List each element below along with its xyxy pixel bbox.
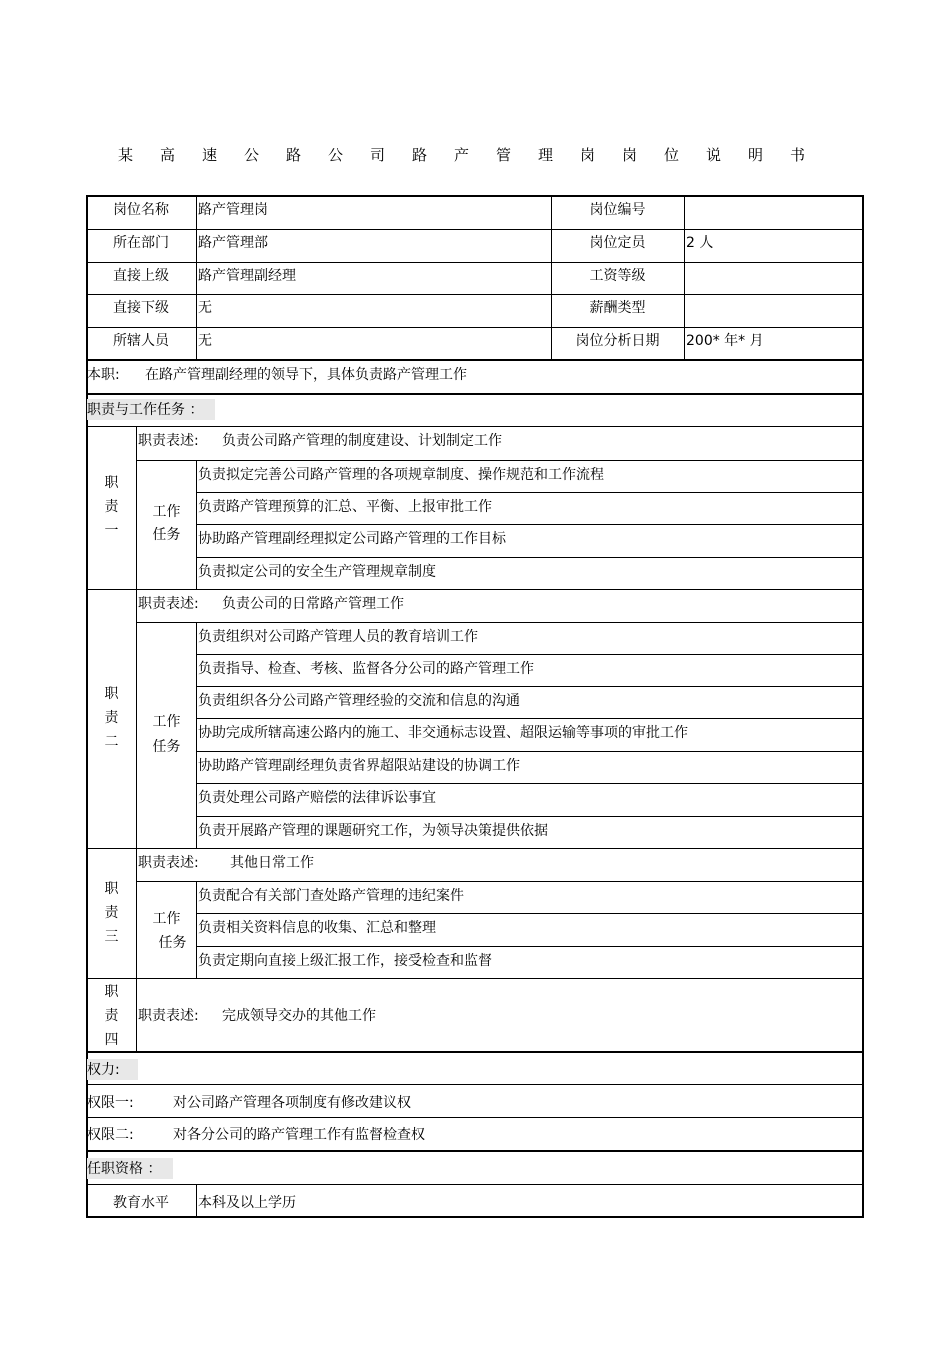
duty-2-task-item: 负责处理公司路产赔偿的法律诉讼事宜 — [198, 790, 436, 806]
table-rule — [136, 622, 864, 623]
table-rule — [86, 589, 864, 590]
info-label-position_name: 岗位名称 — [113, 202, 169, 218]
duty-1-task-label: 工作 — [152, 504, 181, 520]
duty-2-name-char: 责 — [104, 710, 119, 726]
duty-1-name-char: 责 — [104, 499, 119, 515]
duty-3-task-label: 任务 — [158, 935, 187, 951]
table-rule — [551, 196, 552, 359]
info-value-superior: 路产管理副经理 — [198, 268, 296, 284]
table-rule — [136, 426, 137, 589]
table-rule — [86, 1150, 864, 1152]
table-rule — [86, 1216, 864, 1218]
table-rule — [196, 622, 197, 848]
info-value-analysis_date: 200* 年* 月 — [686, 333, 764, 349]
duty-2-task-item: 协助路产管理副经理负责省界超限站建设的协调工作 — [198, 758, 520, 774]
info-value-position_name: 路产管理岗 — [198, 202, 268, 218]
table-rule — [86, 1117, 864, 1118]
duty-3-name-char: 责 — [104, 905, 119, 921]
table-rule — [196, 946, 864, 947]
authority-1-text: 对公司路产管理各项制度有修改建议权 — [173, 1095, 411, 1111]
table-rule — [86, 359, 864, 361]
authority-heading: 权力: — [87, 1062, 120, 1078]
table-rule — [136, 460, 864, 461]
authority-1-label: 权限一: — [87, 1095, 134, 1111]
document-title: 某高速公路公司路产管理岗岗位说明书 — [117, 146, 832, 164]
authority-2-label: 权限二: — [87, 1127, 134, 1143]
duty-3-desc-label: 职责表述: — [138, 855, 199, 871]
info-label-wage_grade: 工资等级 — [589, 268, 646, 284]
table-rule — [196, 654, 864, 655]
table-rule — [196, 816, 864, 817]
table-rule — [196, 1184, 197, 1217]
education-label: 教育水平 — [113, 1195, 169, 1211]
table-rule — [196, 524, 864, 525]
table-rule — [86, 978, 864, 979]
table-rule — [136, 589, 137, 848]
duty-1-task-item: 负责拟定完善公司路产管理的各项规章制度、操作规范和工作流程 — [198, 467, 604, 483]
duty-2-task-item: 负责指导、检查、考核、监督各分公司的路产管理工作 — [198, 661, 534, 677]
info-value-headcount: 2 人 — [686, 235, 714, 251]
duty-2-desc: 负责公司的日常路产管理工作 — [222, 596, 404, 612]
duty-1-desc-label: 职责表述: — [138, 433, 199, 449]
table-rule — [196, 751, 864, 752]
info-label-superior: 直接上级 — [113, 268, 169, 284]
info-label-headcount: 岗位定员 — [589, 235, 646, 251]
info-label-analysis_date: 岗位分析日期 — [575, 333, 660, 349]
duty-1-name-char: 职 — [104, 475, 119, 491]
table-rule — [86, 294, 864, 295]
duty-2-task-item: 负责开展路产管理的课题研究工作，为领导决策提供依据 — [198, 823, 548, 839]
duty-4-name-char: 职 — [104, 984, 119, 1000]
table-rule — [684, 196, 685, 359]
info-label-position_code: 岗位编号 — [589, 202, 646, 218]
info-label-department: 所在部门 — [113, 235, 169, 251]
duty-3-task-item: 负责配合有关部门查处路产管理的违纪案件 — [198, 888, 464, 904]
table-rule — [86, 1084, 864, 1085]
table-rule — [136, 978, 137, 1051]
table-rule — [86, 393, 864, 395]
duty-3-task-label: 工作 — [152, 911, 181, 927]
duty-3-task-item: 负责定期向直接上级汇报工作，接受检查和监督 — [198, 953, 492, 969]
authority-2-text: 对各分公司的路产管理工作有监督检查权 — [173, 1127, 425, 1143]
duty-4-name-char: 四 — [104, 1032, 119, 1048]
table-rule — [86, 262, 864, 263]
duty-3-name-char: 职 — [104, 881, 119, 897]
duty-3-task-item: 负责相关资料信息的收集、汇总和整理 — [198, 920, 436, 936]
table-rule — [196, 492, 864, 493]
table-rule — [196, 686, 864, 687]
duty-2-task-label: 任务 — [152, 739, 181, 755]
table-rule — [86, 327, 864, 328]
duty-3-name-char: 三 — [104, 929, 119, 945]
duty-4-desc: 完成领导交办的其他工作 — [222, 1008, 376, 1024]
duty-2-name-char: 二 — [104, 734, 119, 750]
table-rule — [136, 881, 864, 882]
table-rule — [196, 881, 197, 978]
info-value-staff: 无 — [198, 333, 212, 349]
duty-4-desc-label: 职责表述: — [138, 1008, 199, 1024]
duty-2-task-item: 负责组织各分公司路产管理经验的交流和信息的沟通 — [198, 693, 520, 709]
education-value: 本科及以上学历 — [198, 1195, 296, 1211]
duty-2-task-item: 负责组织对公司路产管理人员的教育培训工作 — [198, 629, 478, 645]
duty-3-desc: 其他日常工作 — [230, 855, 314, 871]
info-label-salary_type: 薪酬类型 — [589, 300, 646, 316]
duty-2-task-item: 协助完成所辖高速公路内的施工、非交通标志设置、超限运输等事项的审批工作 — [198, 725, 688, 741]
info-label-subordinate: 直接下级 — [113, 300, 169, 316]
duty-2-name-char: 职 — [104, 686, 119, 702]
table-rule — [196, 783, 864, 784]
table-rule — [196, 913, 864, 914]
qualifications-heading: 任职资格 ： — [87, 1161, 162, 1177]
table-rule — [86, 848, 864, 849]
duty-1-task-label: 任务 — [152, 527, 181, 543]
duties-heading: 职责与工作任务 ： — [87, 402, 204, 418]
duty-1-task-item: 负责拟定公司的安全生产管理规章制度 — [198, 564, 436, 580]
duty-summary-label: 本职: — [87, 367, 120, 383]
table-rule — [86, 426, 864, 427]
duty-1-task-item: 负责路产管理预算的汇总、平衡、上报审批工作 — [198, 499, 492, 515]
duty-1-name-char: 一 — [104, 523, 119, 539]
table-rule — [136, 848, 137, 978]
duty-summary-text: 在路产管理副经理的领导下，具体负责路产管理工作 — [145, 367, 467, 383]
duty-1-task-item: 协助路产管理副经理拟定公司路产管理的工作目标 — [198, 531, 506, 547]
table-rule — [86, 1184, 864, 1185]
table-rule — [86, 1051, 864, 1053]
duty-4-name-char: 责 — [104, 1008, 119, 1024]
info-value-department: 路产管理部 — [198, 235, 268, 251]
table-rule — [196, 196, 197, 359]
table-rule — [196, 718, 864, 719]
duty-2-task-label: 工作 — [152, 714, 181, 730]
duty-2-desc-label: 职责表述: — [138, 596, 199, 612]
duty-1-desc: 负责公司路产管理的制度建设、计划制定工作 — [222, 433, 502, 449]
table-rule — [196, 557, 864, 558]
info-value-subordinate: 无 — [198, 300, 212, 316]
info-label-staff: 所辖人员 — [113, 333, 169, 349]
table-rule — [86, 229, 864, 230]
